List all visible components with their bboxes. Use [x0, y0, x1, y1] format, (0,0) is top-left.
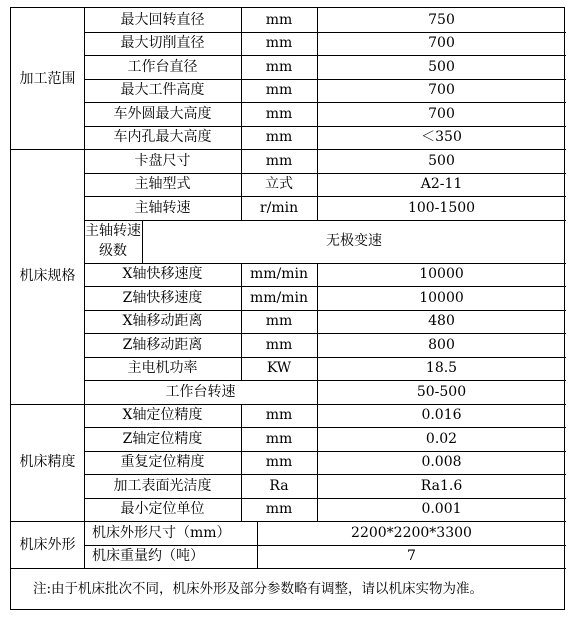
spec-param: X轴快移速度 — [122, 266, 203, 283]
spec-value: 0.008 — [421, 454, 462, 471]
spec-param: Z轴快移速度 — [122, 289, 203, 306]
spec-value: 0.016 — [421, 407, 462, 424]
spec-unit: mm — [265, 129, 293, 146]
spec-param: 工作台直径 — [127, 58, 198, 75]
spec-unit: mm — [265, 430, 293, 447]
spec-param: 机床外形尺寸（mm） — [92, 524, 231, 541]
spec-value: 480 — [428, 313, 455, 330]
spec-value: A2-11 — [420, 176, 463, 193]
spec-param: Z轴定位精度 — [122, 430, 203, 447]
section-label: 加工范围 — [19, 70, 76, 87]
spec-unit: KW — [266, 360, 292, 377]
section-label: 机床规格 — [19, 268, 76, 285]
spec-unit: Ra — [269, 477, 289, 494]
spec-value: ＜350 — [421, 129, 462, 146]
spec-param: 车外圆最大高度 — [113, 105, 212, 122]
spec-value: 800 — [428, 336, 455, 353]
spec-value: 0.001 — [421, 501, 462, 518]
spec-value: 100-1500 — [407, 199, 476, 216]
spec-value: 750 — [428, 11, 455, 28]
spec-unit: mm/min — [249, 289, 309, 306]
spec-unit: mm — [265, 336, 293, 353]
spec-unit: mm — [265, 58, 293, 75]
spec-unit: mm — [265, 407, 293, 424]
spec-unit: mm — [265, 454, 293, 471]
spec-param: X轴定位精度 — [122, 407, 203, 424]
spec-value: 700 — [428, 82, 455, 99]
spec-param: 最大切削直径 — [120, 35, 205, 52]
spec-value: 0.02 — [425, 430, 458, 447]
spec-value: 无极变速 — [326, 233, 382, 249]
spec-value: 7 — [407, 548, 416, 565]
spec-value: 500 — [428, 152, 455, 169]
spec-value: Ra1.6 — [420, 477, 463, 494]
spec-value: 18.5 — [425, 360, 458, 377]
spec-param: 最大回转直径 — [120, 11, 205, 28]
section-label: 机床精度 — [19, 454, 76, 471]
spec-unit: mm — [265, 501, 293, 518]
spec-unit: r/min — [259, 199, 299, 216]
spec-param: 车内孔最大高度 — [113, 129, 212, 146]
spec-param: 加工表面光洁度 — [113, 477, 212, 494]
spec-param: 最大工件高度 — [120, 82, 205, 99]
footnote: 注:由于机床批次不同，机床外形及部分参数略有调整，请以机床实物为准。 — [33, 580, 484, 597]
spec-param: 工作台转速 — [165, 383, 236, 400]
spec-value: 700 — [428, 105, 455, 122]
spec-param: Z轴移动距离 — [122, 336, 203, 353]
spec-param: 主轴转速级数 — [85, 223, 141, 259]
spec-param: 重复定位精度 — [120, 454, 205, 471]
spec-param: 最小定位单位 — [120, 501, 205, 518]
spec-unit: mm — [265, 35, 293, 52]
spec-unit: 立式 — [265, 176, 293, 193]
spec-value: 2200*2200*3300 — [351, 524, 472, 541]
spec-unit: mm — [265, 11, 293, 28]
spec-param: X轴移动距离 — [122, 313, 203, 330]
spec-unit: mm/min — [249, 266, 309, 283]
spec-unit: mm — [265, 82, 293, 99]
spec-value: 10000 — [419, 266, 464, 283]
spec-param: 卡盘尺寸 — [134, 152, 191, 169]
spec-unit: mm — [265, 313, 293, 330]
spec-value: 500 — [428, 58, 455, 75]
spec-param: 机床重量约（吨） — [92, 548, 204, 565]
spec-param: 主轴转速 — [134, 199, 191, 216]
spec-unit: mm — [265, 152, 293, 169]
spec-value: 50-500 — [416, 383, 467, 400]
spec-value: 10000 — [419, 289, 464, 306]
spec-unit: mm — [265, 105, 293, 122]
section-label: 机床外形 — [19, 536, 76, 553]
spec-param: 主轴型式 — [134, 176, 191, 193]
spec-value: 700 — [428, 35, 455, 52]
spec-table — [10, 7, 565, 610]
spec-param: 主电机功率 — [127, 360, 198, 377]
